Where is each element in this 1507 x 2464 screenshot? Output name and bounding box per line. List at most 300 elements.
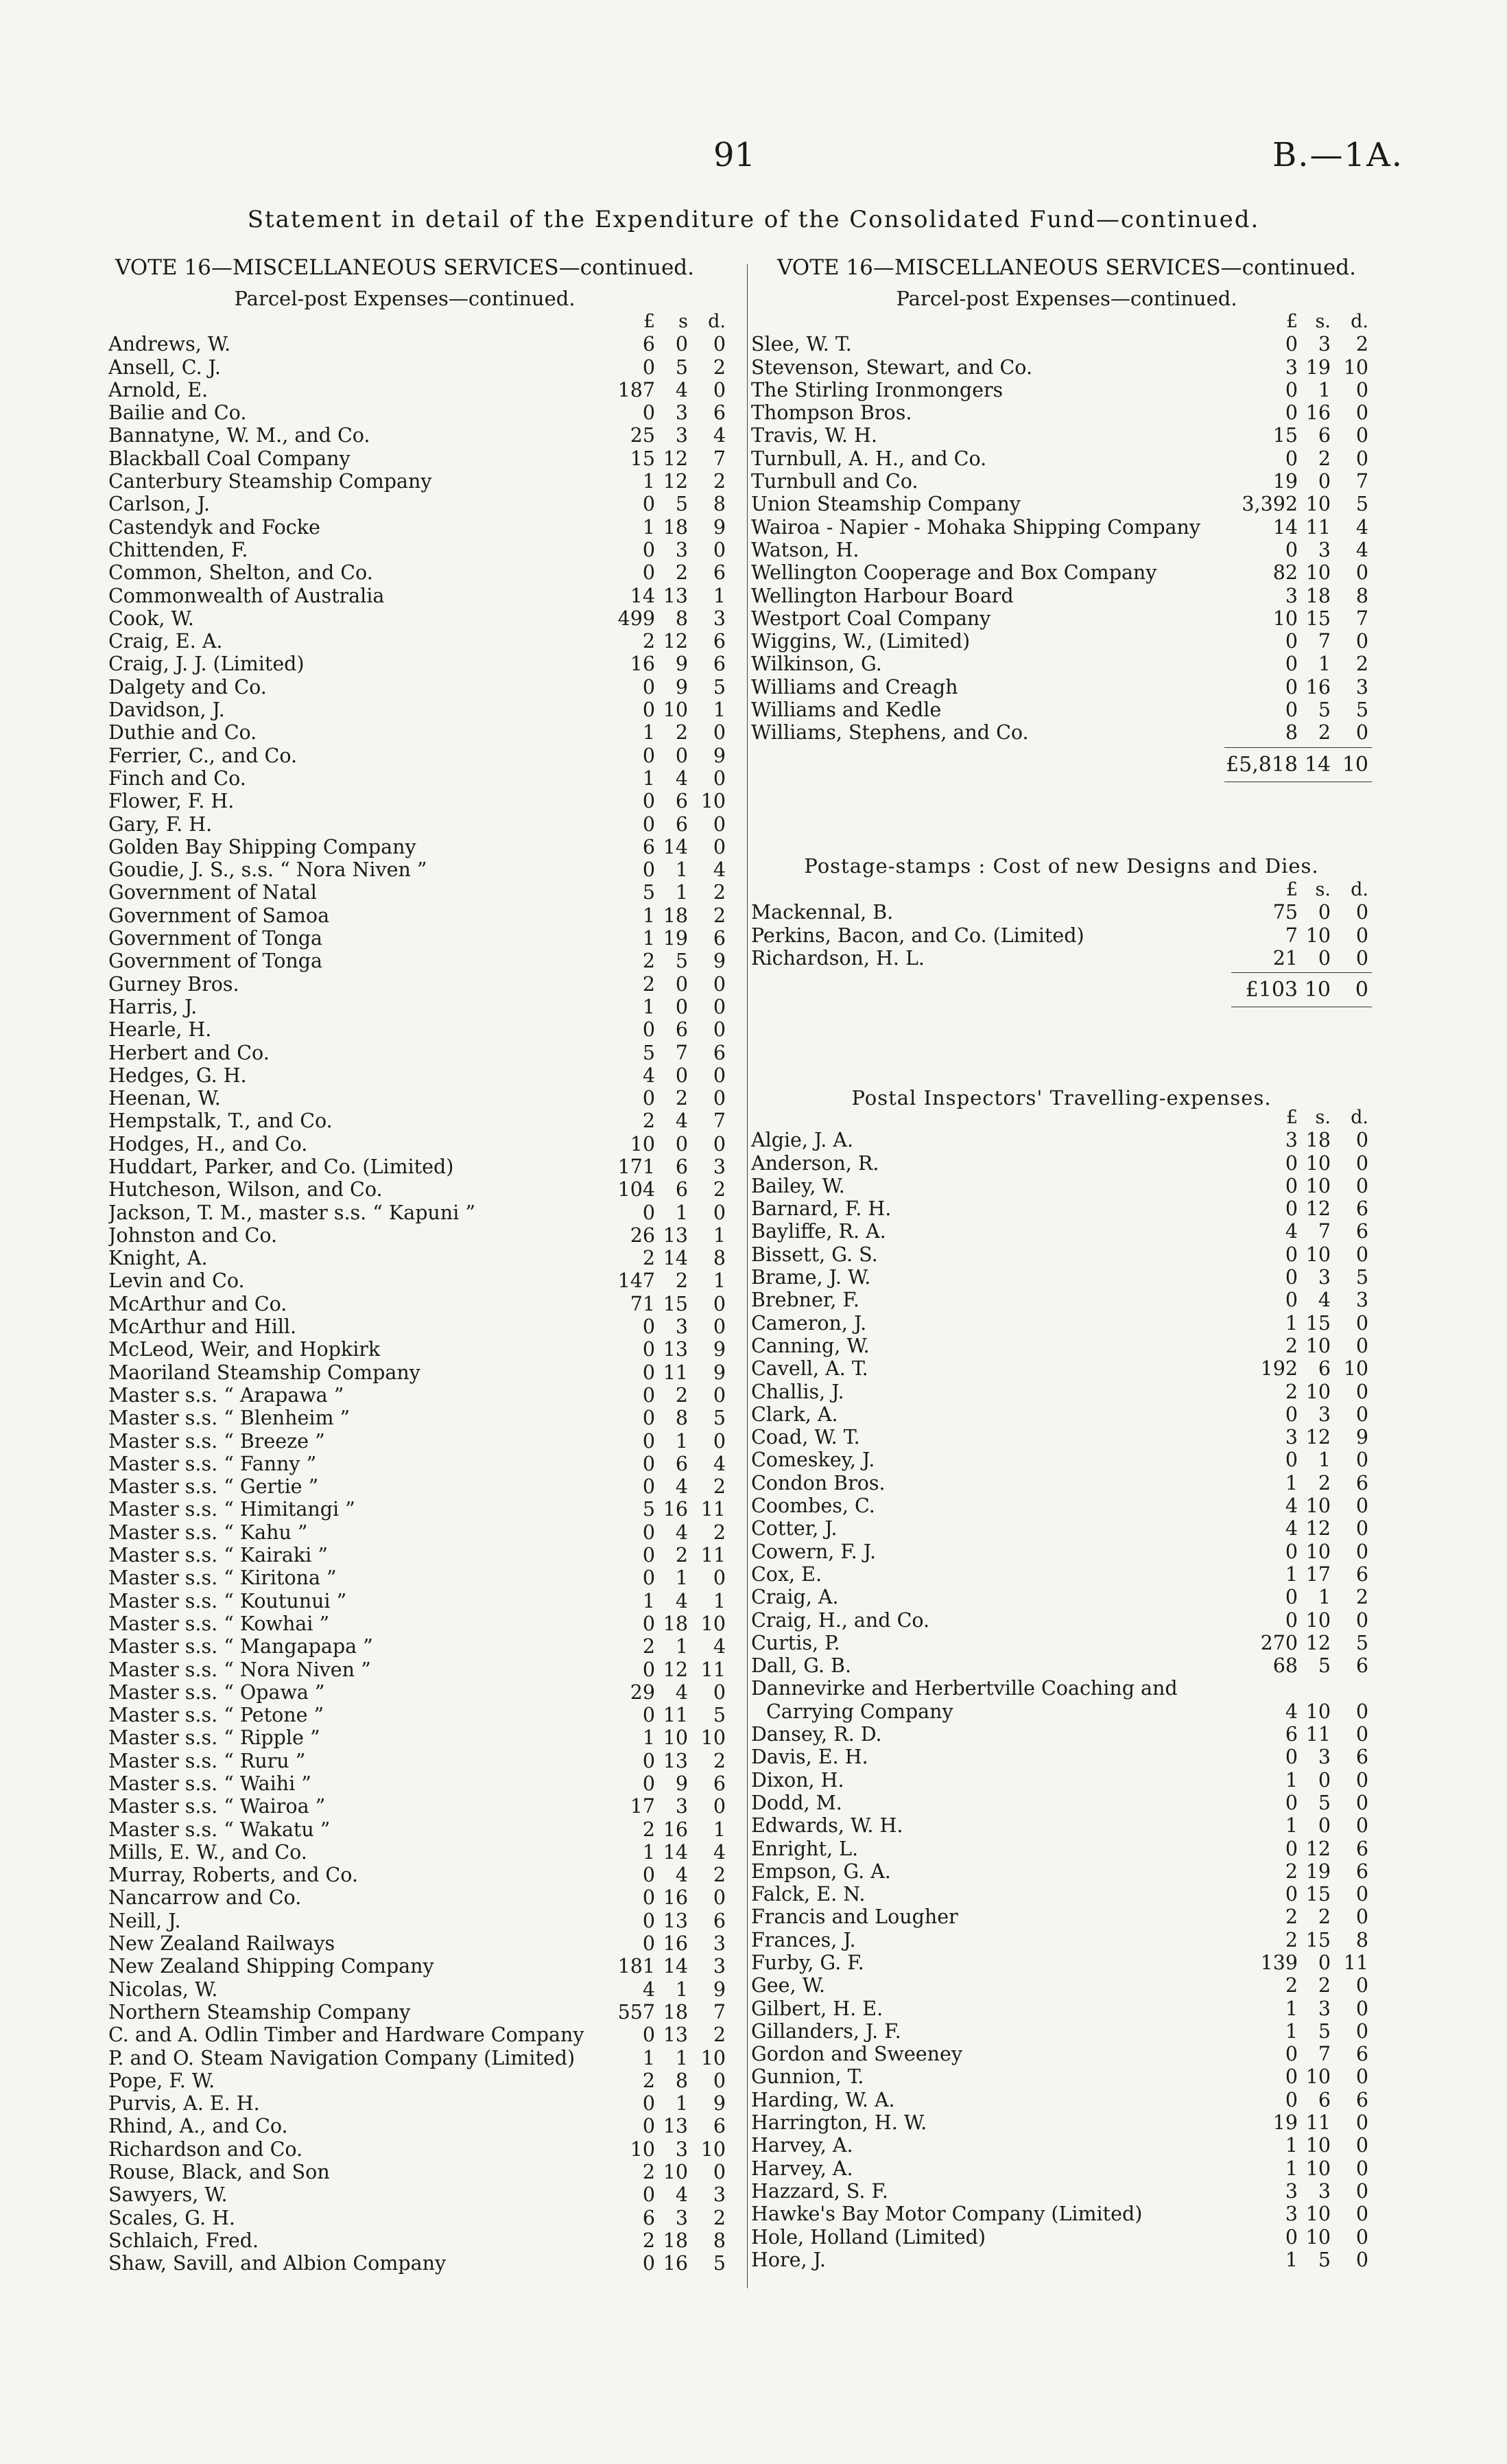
table-row — [108, 790, 729, 812]
amount-shillings: 15 — [1305, 607, 1331, 630]
payee-name: Davis, E. H. — [751, 1746, 868, 1769]
amount-pence: 2 — [713, 1475, 726, 1499]
amount-shillings: 4 — [675, 2183, 688, 2207]
table-row — [751, 2226, 1372, 2249]
amount-shillings: 11 — [1305, 515, 1331, 539]
table-row — [108, 2047, 729, 2069]
amount-pence: 0 — [1355, 1723, 1368, 1746]
amount-pounds: 270 — [1260, 1631, 1298, 1654]
amount-shillings: 2 — [675, 721, 688, 744]
payee-name: Travis, W. H. — [751, 424, 877, 447]
amount-pence: 0 — [1355, 1129, 1368, 1152]
payee-name: Anderson, R. — [751, 1151, 879, 1175]
payee-name: The Stirling Ironmongers — [751, 378, 1004, 401]
left-expense-table — [108, 310, 729, 2275]
table-row — [751, 901, 1372, 924]
table-row — [751, 1197, 1372, 1220]
payee-name: Commonwealth of Australia — [108, 584, 385, 607]
amount-shillings: 5 — [1318, 699, 1331, 722]
table-row — [751, 1586, 1372, 1608]
payee-name: Condon Bros. — [751, 1471, 886, 1494]
amount-shillings: 6 — [675, 1452, 688, 1475]
amount-shillings: 10 — [1305, 1380, 1331, 1403]
payee-name: Wellington Harbour Board — [751, 584, 1014, 607]
amount-pounds: 0 — [642, 1521, 655, 1544]
payee-name: Dannevirke and Herbertville Coaching and — [751, 1677, 1178, 1700]
amount-shillings: 10 — [1305, 1700, 1331, 1723]
amount-pence: 0 — [1355, 401, 1368, 425]
amount-pounds: 1 — [642, 470, 655, 493]
table-row — [751, 1335, 1372, 1357]
amount-pence: 5 — [1355, 1631, 1368, 1654]
amount-shillings: 17 — [1305, 1562, 1331, 1586]
table-row — [108, 927, 729, 950]
table-row — [751, 2249, 1372, 2271]
amount-shillings: 15 — [1305, 1928, 1331, 1951]
amount-shillings: 0 — [675, 333, 688, 356]
amount-pence: 0 — [1355, 1448, 1368, 1472]
table-row — [751, 1175, 1372, 1197]
table-row — [751, 424, 1372, 447]
amount-shillings: 6 — [675, 1155, 688, 1178]
table-row — [108, 1955, 729, 1978]
amount-shillings: 10 — [1305, 561, 1331, 585]
table-row — [751, 539, 1372, 561]
amount-shillings: 4 — [675, 1110, 688, 1133]
table-row — [108, 1681, 729, 1704]
amount-pence: 8 — [713, 1247, 726, 1270]
amount-pounds: 139 — [1260, 1951, 1298, 1974]
amount-pounds: 71 — [630, 1292, 655, 1315]
amount-shillings: 18 — [663, 2000, 688, 2023]
amount-pence: 0 — [1355, 447, 1368, 470]
amount-shillings: 3 — [675, 424, 688, 447]
amount-pounds: 4 — [642, 1978, 655, 2001]
amount-shillings: 1 — [1318, 653, 1331, 676]
table-row — [751, 1609, 1372, 1632]
inspectors-table — [751, 1106, 1372, 2271]
amount-pence: 10 — [700, 1612, 726, 1635]
table-row — [751, 1357, 1372, 1380]
table-row — [751, 1289, 1372, 1311]
amount-pounds: 2 — [642, 2069, 655, 2092]
shillings-header: s. — [1315, 311, 1331, 332]
payee-name: Enright, L. — [751, 1837, 859, 1860]
amount-pence: 6 — [1355, 2043, 1368, 2066]
amount-pounds: 2 — [642, 630, 655, 653]
payee-name: Stevenson, Stewart, and Co. — [751, 355, 1033, 379]
amount-pence: 4 — [713, 424, 726, 447]
payee-name: Williams and Creagh — [751, 675, 958, 699]
payee-name: Union Steamship Company — [751, 493, 1021, 516]
payee-name: New Zealand Railways — [108, 1932, 335, 1956]
amount-pence: 0 — [1355, 630, 1368, 653]
amount-shillings: 2 — [675, 1383, 688, 1407]
amount-pounds: 3 — [1285, 1129, 1298, 1152]
amount-pence: 6 — [1355, 1859, 1368, 1883]
amount-pounds: 3 — [1285, 1426, 1298, 1449]
amount-pence: 0 — [1355, 1700, 1368, 1723]
amount-pence: 6 — [1355, 1197, 1368, 1221]
table-row — [751, 924, 1372, 947]
payee-name: Craig, J. J. (Limited) — [108, 653, 305, 676]
amount-shillings: 3 — [1318, 1403, 1331, 1426]
payee-name: Huddart, Parker, and Co. (Limited) — [108, 1155, 454, 1178]
amount-pounds: 0 — [642, 1886, 655, 1910]
table-row — [751, 947, 1372, 970]
payee-name: Coombes, C. — [751, 1494, 875, 1518]
amount-pounds: 0 — [1285, 1837, 1298, 1860]
amount-shillings: 10 — [1305, 1334, 1331, 1357]
inspectors-title: Postal Inspectors' Travelling-expenses. — [851, 1086, 1272, 1110]
table-row — [108, 1726, 729, 1749]
payee-name: Harris, J. — [108, 995, 198, 1018]
amount-shillings: 14 — [663, 1955, 688, 1978]
table-row — [108, 1247, 729, 1269]
table-row — [751, 447, 1372, 470]
amount-shillings: 4 — [675, 1864, 688, 1887]
payee-name: Empson, G. A. — [751, 1859, 891, 1883]
payee-name: Gunnion, T. — [751, 2065, 864, 2089]
amount-pounds: 15 — [1272, 424, 1298, 447]
payee-name: Canterbury Steamship Company — [108, 470, 432, 493]
payee-name: Master s.s. “ Petone ” — [108, 1704, 324, 1727]
table-row — [751, 607, 1372, 630]
amount-pounds: 68 — [1272, 1654, 1298, 1678]
amount-pence: 7 — [713, 2000, 726, 2023]
payee-name: Master s.s. “ Wairoa ” — [108, 1795, 326, 1818]
table-row — [108, 2092, 729, 2115]
amount-pounds: 147 — [617, 1269, 655, 1293]
amount-shillings: 12 — [1305, 1426, 1331, 1449]
amount-pounds: 5 — [642, 1498, 655, 1521]
payee-name: Cook, W. — [108, 607, 194, 630]
payee-name: P. and O. Steam Navigation Company (Limited) — [108, 2046, 575, 2069]
table-row — [108, 653, 729, 675]
amount-shillings: 1 — [1318, 1448, 1331, 1472]
table-row — [108, 1590, 729, 1612]
table-row — [108, 904, 729, 927]
amount-pence: 0 — [713, 766, 726, 790]
amount-pence: 0 — [1355, 1997, 1368, 2020]
amount-shillings: 16 — [663, 1818, 688, 1841]
payee-name: Challis, J. — [751, 1380, 844, 1403]
payee-name: Hole, Holland (Limited) — [751, 2225, 986, 2249]
amount-pence: 2 — [713, 1521, 726, 1544]
payee-name: Golden Bay Shipping Company — [108, 835, 416, 858]
payee-name: Furby, G. F. — [751, 1951, 864, 1974]
amount-pence: 3 — [1355, 1289, 1368, 1312]
amount-pence: 7 — [713, 447, 726, 470]
amount-shillings: 10 — [1305, 2225, 1331, 2249]
payee-name: Goudie, J. S., s.s. “ Nora Niven ” — [108, 858, 427, 882]
table-row — [108, 630, 729, 653]
amount-pounds: 2 — [642, 950, 655, 973]
table-row — [751, 1860, 1372, 1883]
amount-shillings: 12 — [663, 630, 688, 653]
amount-shillings: 9 — [675, 675, 688, 699]
amount-pounds: 3,392 — [1242, 493, 1298, 516]
payee-name: Murray, Roberts, and Co. — [108, 1864, 358, 1887]
amount-pence: 8 — [1355, 584, 1368, 607]
table-row — [751, 1883, 1372, 1905]
total-row — [751, 751, 1372, 779]
amount-pounds: 0 — [642, 1612, 655, 1635]
amount-pounds: 6 — [642, 835, 655, 858]
amount-pounds: 0 — [642, 675, 655, 699]
amount-pounds: 3 — [1285, 355, 1298, 379]
amount-pence: 9 — [713, 1361, 726, 1384]
payee-name: Chittenden, F. — [108, 538, 248, 561]
amount-pence: 0 — [1355, 378, 1368, 401]
total-rule — [1231, 972, 1372, 973]
amount-pence: 6 — [1355, 1654, 1368, 1678]
payee-name: Comeskey, J. — [751, 1448, 875, 1472]
table-row — [751, 2203, 1372, 2225]
table-row — [108, 2229, 729, 2252]
amount-pounds: 1 — [642, 927, 655, 950]
amount-pence: 0 — [1355, 721, 1368, 744]
amount-shillings: 10 — [1305, 1540, 1331, 1563]
payee-name: Hodges, H., and Co. — [108, 1132, 308, 1155]
table-row — [108, 1544, 729, 1567]
payee-name: Master s.s. “ Arapawa ” — [108, 1383, 344, 1407]
amount-pounds: 0 — [1285, 2065, 1298, 2089]
amount-shillings: 5 — [675, 493, 688, 516]
table-row — [751, 585, 1372, 607]
amount-shillings: 18 — [663, 904, 688, 927]
payee-name: Dalgety and Co. — [108, 675, 267, 699]
amount-pence: 8 — [713, 2229, 726, 2252]
payee-name: Jackson, T. M., master s.s. “ Kapuni ” — [108, 1201, 475, 1224]
payee-name: Gurney Bros. — [108, 972, 239, 996]
table-row — [751, 1220, 1372, 1243]
amount-pounds: 4 — [1285, 1700, 1298, 1723]
payee-name: Hutcheson, Wilson, and Co. — [108, 1178, 383, 1201]
amount-pence: 0 — [1355, 561, 1368, 585]
payee-name: Carlson, J. — [108, 493, 211, 516]
payee-name: Johnston and Co. — [108, 1223, 278, 1247]
table-row — [751, 1929, 1372, 1951]
payee-name: Nancarrow and Co. — [108, 1886, 302, 1910]
table-row — [108, 676, 729, 699]
amount-pounds: 192 — [1260, 1357, 1298, 1381]
amount-pounds: 0 — [1285, 1448, 1298, 1472]
amount-shillings: 13 — [663, 2023, 688, 2047]
amount-shillings: 4 — [1318, 1289, 1331, 1312]
table-row — [751, 1129, 1372, 1151]
table-row — [108, 2115, 729, 2137]
page-number: 91 — [713, 136, 756, 174]
table-row — [108, 1293, 729, 1315]
amount-pounds: 0 — [1285, 333, 1298, 356]
table-row — [108, 1635, 729, 1658]
amount-pence: 0 — [713, 995, 726, 1018]
amount-shillings: 5 — [675, 950, 688, 973]
amount-shillings: 2 — [675, 1269, 688, 1293]
table-row — [751, 2089, 1372, 2111]
amount-pence: 11 — [700, 1544, 726, 1567]
payee-name: Hearle, H. — [108, 1018, 212, 1042]
amount-shillings: 6 — [675, 812, 688, 836]
table-row — [108, 1818, 729, 1841]
amount-shillings: 18 — [663, 1612, 688, 1635]
amount-shillings: 13 — [663, 584, 688, 607]
table-row — [108, 607, 729, 630]
amount-shillings: 2 — [1318, 447, 1331, 470]
amount-pounds: 0 — [642, 1772, 655, 1795]
amount-shillings: 4 — [675, 1521, 688, 1544]
amount-pence: 0 — [713, 1064, 726, 1087]
table-row — [108, 1910, 729, 1932]
amount-pence: 2 — [713, 904, 726, 927]
payee-name: Flower, F. H. — [108, 790, 235, 813]
payee-name: Rhind, A., and Co. — [108, 2115, 288, 2138]
amount-pounds: 181 — [617, 1955, 655, 1978]
table-row — [108, 1704, 729, 1726]
amount-pounds: 4 — [1285, 1494, 1298, 1518]
pence-header: d. — [708, 311, 726, 332]
amount-shillings: 13 — [663, 1338, 688, 1361]
payee-name: McLeod, Weir, and Hopkirk — [108, 1338, 381, 1361]
amount-shillings: 10 — [1305, 1243, 1331, 1266]
payee-name: Gilbert, H. E. — [751, 1997, 883, 2020]
amount-pounds: 1 — [642, 1589, 655, 1612]
amount-shillings: 10 — [1305, 1174, 1331, 1197]
amount-shillings: 7 — [1318, 630, 1331, 653]
payee-name: Harding, W. A. — [751, 2088, 895, 2111]
amount-pence: 2 — [713, 1864, 726, 1887]
amount-pence: 5 — [1355, 1266, 1368, 1289]
amount-shillings: 18 — [1305, 1129, 1331, 1152]
amount-pence: 0 — [1355, 2065, 1368, 2089]
amount-pounds: 0 — [642, 1932, 655, 1956]
amount-pounds: 0 — [642, 401, 655, 425]
amount-pounds: 4 — [1285, 1517, 1298, 1540]
amount-shillings: 3 — [1318, 1997, 1331, 2020]
payee-name: Cotter, J. — [751, 1517, 838, 1540]
table-row — [751, 2020, 1372, 2043]
table-row — [108, 996, 729, 1018]
amount-pounds: 0 — [1285, 1586, 1298, 1609]
amount-pounds: 0 — [642, 1567, 655, 1590]
payee-name: Ansell, C. J. — [108, 355, 221, 379]
amount-pounds: 21 — [1272, 946, 1298, 970]
payee-name: Master s.s. “ Himitangi ” — [108, 1498, 355, 1521]
payee-name: Master s.s. “ Wakatu ” — [108, 1818, 331, 1841]
amount-shillings: 1 — [675, 1201, 688, 1224]
payee-name: Hedges, G. H. — [108, 1064, 247, 1087]
amount-shillings: 7 — [675, 1041, 688, 1064]
payee-name: Williams, Stephens, and Co. — [751, 721, 1029, 744]
amount-pence: 8 — [1355, 1928, 1368, 1951]
table-row — [108, 1407, 729, 1429]
amount-shillings: 14 — [663, 1247, 688, 1270]
amount-pence: 2 — [713, 1178, 726, 1201]
table-row — [108, 1018, 729, 1041]
amount-pence: 10 — [700, 790, 726, 813]
payee-name: Wairoa - Napier - Mohaka Shipping Company — [751, 515, 1200, 539]
payee-name: Castendyk and Focke — [108, 515, 320, 539]
amount-shillings: 10 — [663, 2161, 688, 2184]
amount-pence: 4 — [713, 858, 726, 882]
amount-pounds: 0 — [1285, 675, 1298, 699]
table-row — [108, 1430, 729, 1453]
amount-pounds: 0 — [642, 1544, 655, 1567]
payee-name: McArthur and Hill. — [108, 1315, 297, 1339]
table-row — [108, 2207, 729, 2229]
amount-pounds: 8 — [1285, 721, 1298, 744]
payee-name: Coad, W. T. — [751, 1426, 860, 1449]
amount-shillings: 1 — [675, 1635, 688, 1658]
amount-shillings: 16 — [663, 2252, 688, 2275]
left-vote-title: VOTE 16—MISCELLANEOUS SERVICES—continued. — [115, 255, 695, 280]
amount-shillings: 4 — [675, 378, 688, 401]
payee-name: Davidson, J. — [108, 699, 225, 722]
amount-pounds: 0 — [1285, 401, 1298, 425]
amount-shillings: 18 — [663, 2229, 688, 2252]
table-row — [108, 1886, 729, 1909]
payee-name: Frances, J. — [751, 1928, 856, 1951]
amount-pounds: 10 — [630, 2137, 655, 2161]
amount-pence: 0 — [1355, 1905, 1368, 1929]
amount-pence: 0 — [1355, 1403, 1368, 1426]
amount-pounds: 0 — [642, 2092, 655, 2115]
table-row — [108, 2183, 729, 2206]
amount-shillings: 3 — [1318, 1746, 1331, 1769]
amount-shillings: 10 — [1305, 1151, 1331, 1175]
postage-stamps-table — [751, 878, 1372, 1011]
payee-name: C. and A. Odlin Timber and Hardware Company — [108, 2023, 584, 2047]
amount-pence: 9 — [713, 1338, 726, 1361]
amount-pence: 5 — [1355, 699, 1368, 722]
payee-name: Clark, A. — [751, 1403, 838, 1426]
amount-pounds: 1 — [1285, 1311, 1298, 1335]
payee-name: Government of Samoa — [108, 904, 330, 927]
payee-name: Dansey, R. D. — [751, 1723, 882, 1746]
table-row — [751, 1152, 1372, 1175]
payee-name: Shaw, Savill, and Albion Company — [108, 2252, 447, 2275]
amount-shillings: 8 — [675, 2069, 688, 2092]
amount-pence: 2 — [713, 2023, 726, 2047]
amount-pence: 11 — [700, 1658, 726, 1681]
amount-pence: 6 — [713, 1909, 726, 1932]
amount-pence: 0 — [713, 1680, 726, 1704]
amount-pounds: 557 — [617, 2000, 655, 2023]
total-pounds: £5,818 — [1226, 752, 1298, 777]
table-row — [108, 950, 729, 972]
table-row — [108, 881, 729, 904]
amount-pence: 0 — [1355, 946, 1368, 970]
amount-pounds: 0 — [1285, 1403, 1298, 1426]
amount-shillings: 16 — [1305, 675, 1331, 699]
table-row — [108, 2161, 729, 2183]
amount-pence: 0 — [1355, 1243, 1368, 1266]
table-row — [108, 1498, 729, 1521]
amount-pence: 0 — [1355, 901, 1368, 924]
amount-shillings: 2 — [1318, 1905, 1331, 1929]
document-reference: B.—1A. — [1272, 136, 1403, 174]
amount-pounds: 19 — [1272, 2111, 1298, 2135]
amount-shillings: 10 — [1305, 493, 1331, 516]
amount-pence: 0 — [1355, 1174, 1368, 1197]
table-row — [751, 2111, 1372, 2134]
payee-name: Neill, J. — [108, 1909, 181, 1932]
table-row — [108, 333, 729, 355]
payee-name: Cameron, J. — [751, 1311, 867, 1335]
amount-pence: 7 — [1355, 470, 1368, 493]
amount-pounds: 0 — [642, 1864, 655, 1887]
